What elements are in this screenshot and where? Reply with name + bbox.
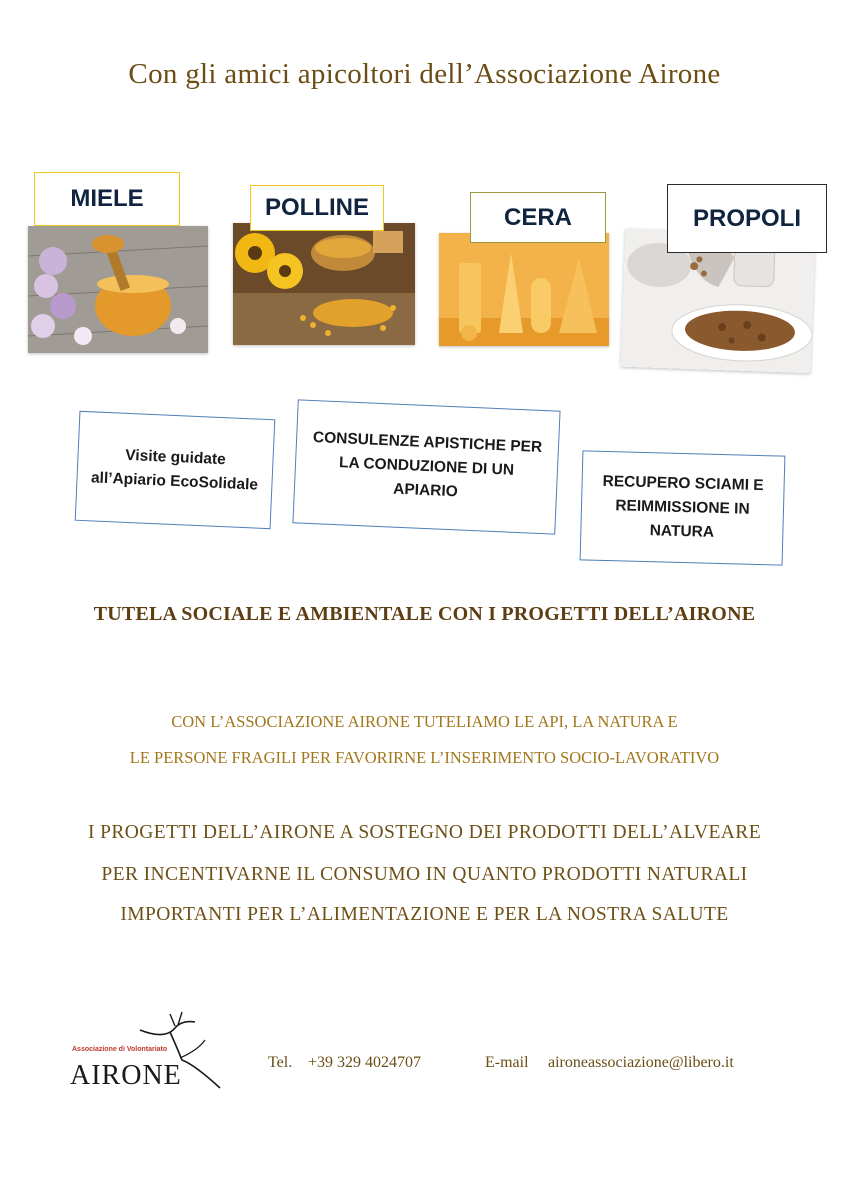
mission-line-2: LE PERSONE FRAGILI PER FAVORIRNE L’INSERIMENTO SOCIO-LAVORATIVO <box>129 748 720 767</box>
service-text-line: Visite guidate <box>124 446 227 469</box>
beeswax-candles-photo <box>439 233 609 346</box>
service-text-line: all’Apiario EcoSolidale <box>90 469 259 494</box>
product-label-polline: POLLINE <box>250 185 384 231</box>
projects-line-3: IMPORTANTI PER L’ALIMENTAZIONE E PER LA NOSTRA SALUTE <box>120 904 729 925</box>
projects-line-2: PER INCENTIVARNE IL CONSUMO IN QUANTO PRODOTTI NATURALI <box>101 864 748 885</box>
service-box-swarm-recovery <box>580 450 786 565</box>
page-title: Con gli amici apicoltori dell’Associazione Airone <box>128 58 721 90</box>
pollen-photo <box>233 223 415 345</box>
phone-number: +39 329 4024707 <box>308 1054 422 1071</box>
email-address[interactable]: aironeassociazione@libero.it <box>548 1054 734 1071</box>
service-text-line: RECUPERO SCIAMI E <box>602 472 764 495</box>
service-text-line: LA CONDUZIONE DI UN <box>338 454 515 479</box>
product-label-miele: MIELE <box>34 172 180 226</box>
product-label-cera: CERA <box>470 192 606 243</box>
projects-line-1: I PROGETTI DELL’AIRONE A SOSTEGNO DEI PRODOTTI DELL’ALVEARE <box>87 822 762 843</box>
honey-photo <box>28 226 208 353</box>
logo-tagline: Associazione di Volontariato <box>72 1046 168 1053</box>
email-label: E-mail <box>485 1054 529 1071</box>
service-text-line: CONSULENZE APISTICHE PER <box>312 428 543 456</box>
service-text-line: NATURA <box>649 522 715 541</box>
product-label-propoli: PROPOLI <box>667 184 827 253</box>
service-text-line: REIMMISSIONE IN <box>615 497 750 518</box>
airone-logo <box>70 1010 230 1100</box>
service-box-consulting <box>292 399 560 534</box>
service-box-guided-tours <box>75 411 276 529</box>
section-subheading: TUTELA SOCIALE E AMBIENTALE CON I PROGETTI DELL’AIRONE <box>93 603 756 625</box>
logo-name: AIRONE <box>70 1060 182 1091</box>
service-text-line: APIARIO <box>392 480 459 501</box>
phone-label: Tel. <box>268 1054 293 1071</box>
mission-line-1: CON L’ASSOCIAZIONE AIRONE TUTELIAMO LE API, LA NATURA E <box>171 712 678 731</box>
